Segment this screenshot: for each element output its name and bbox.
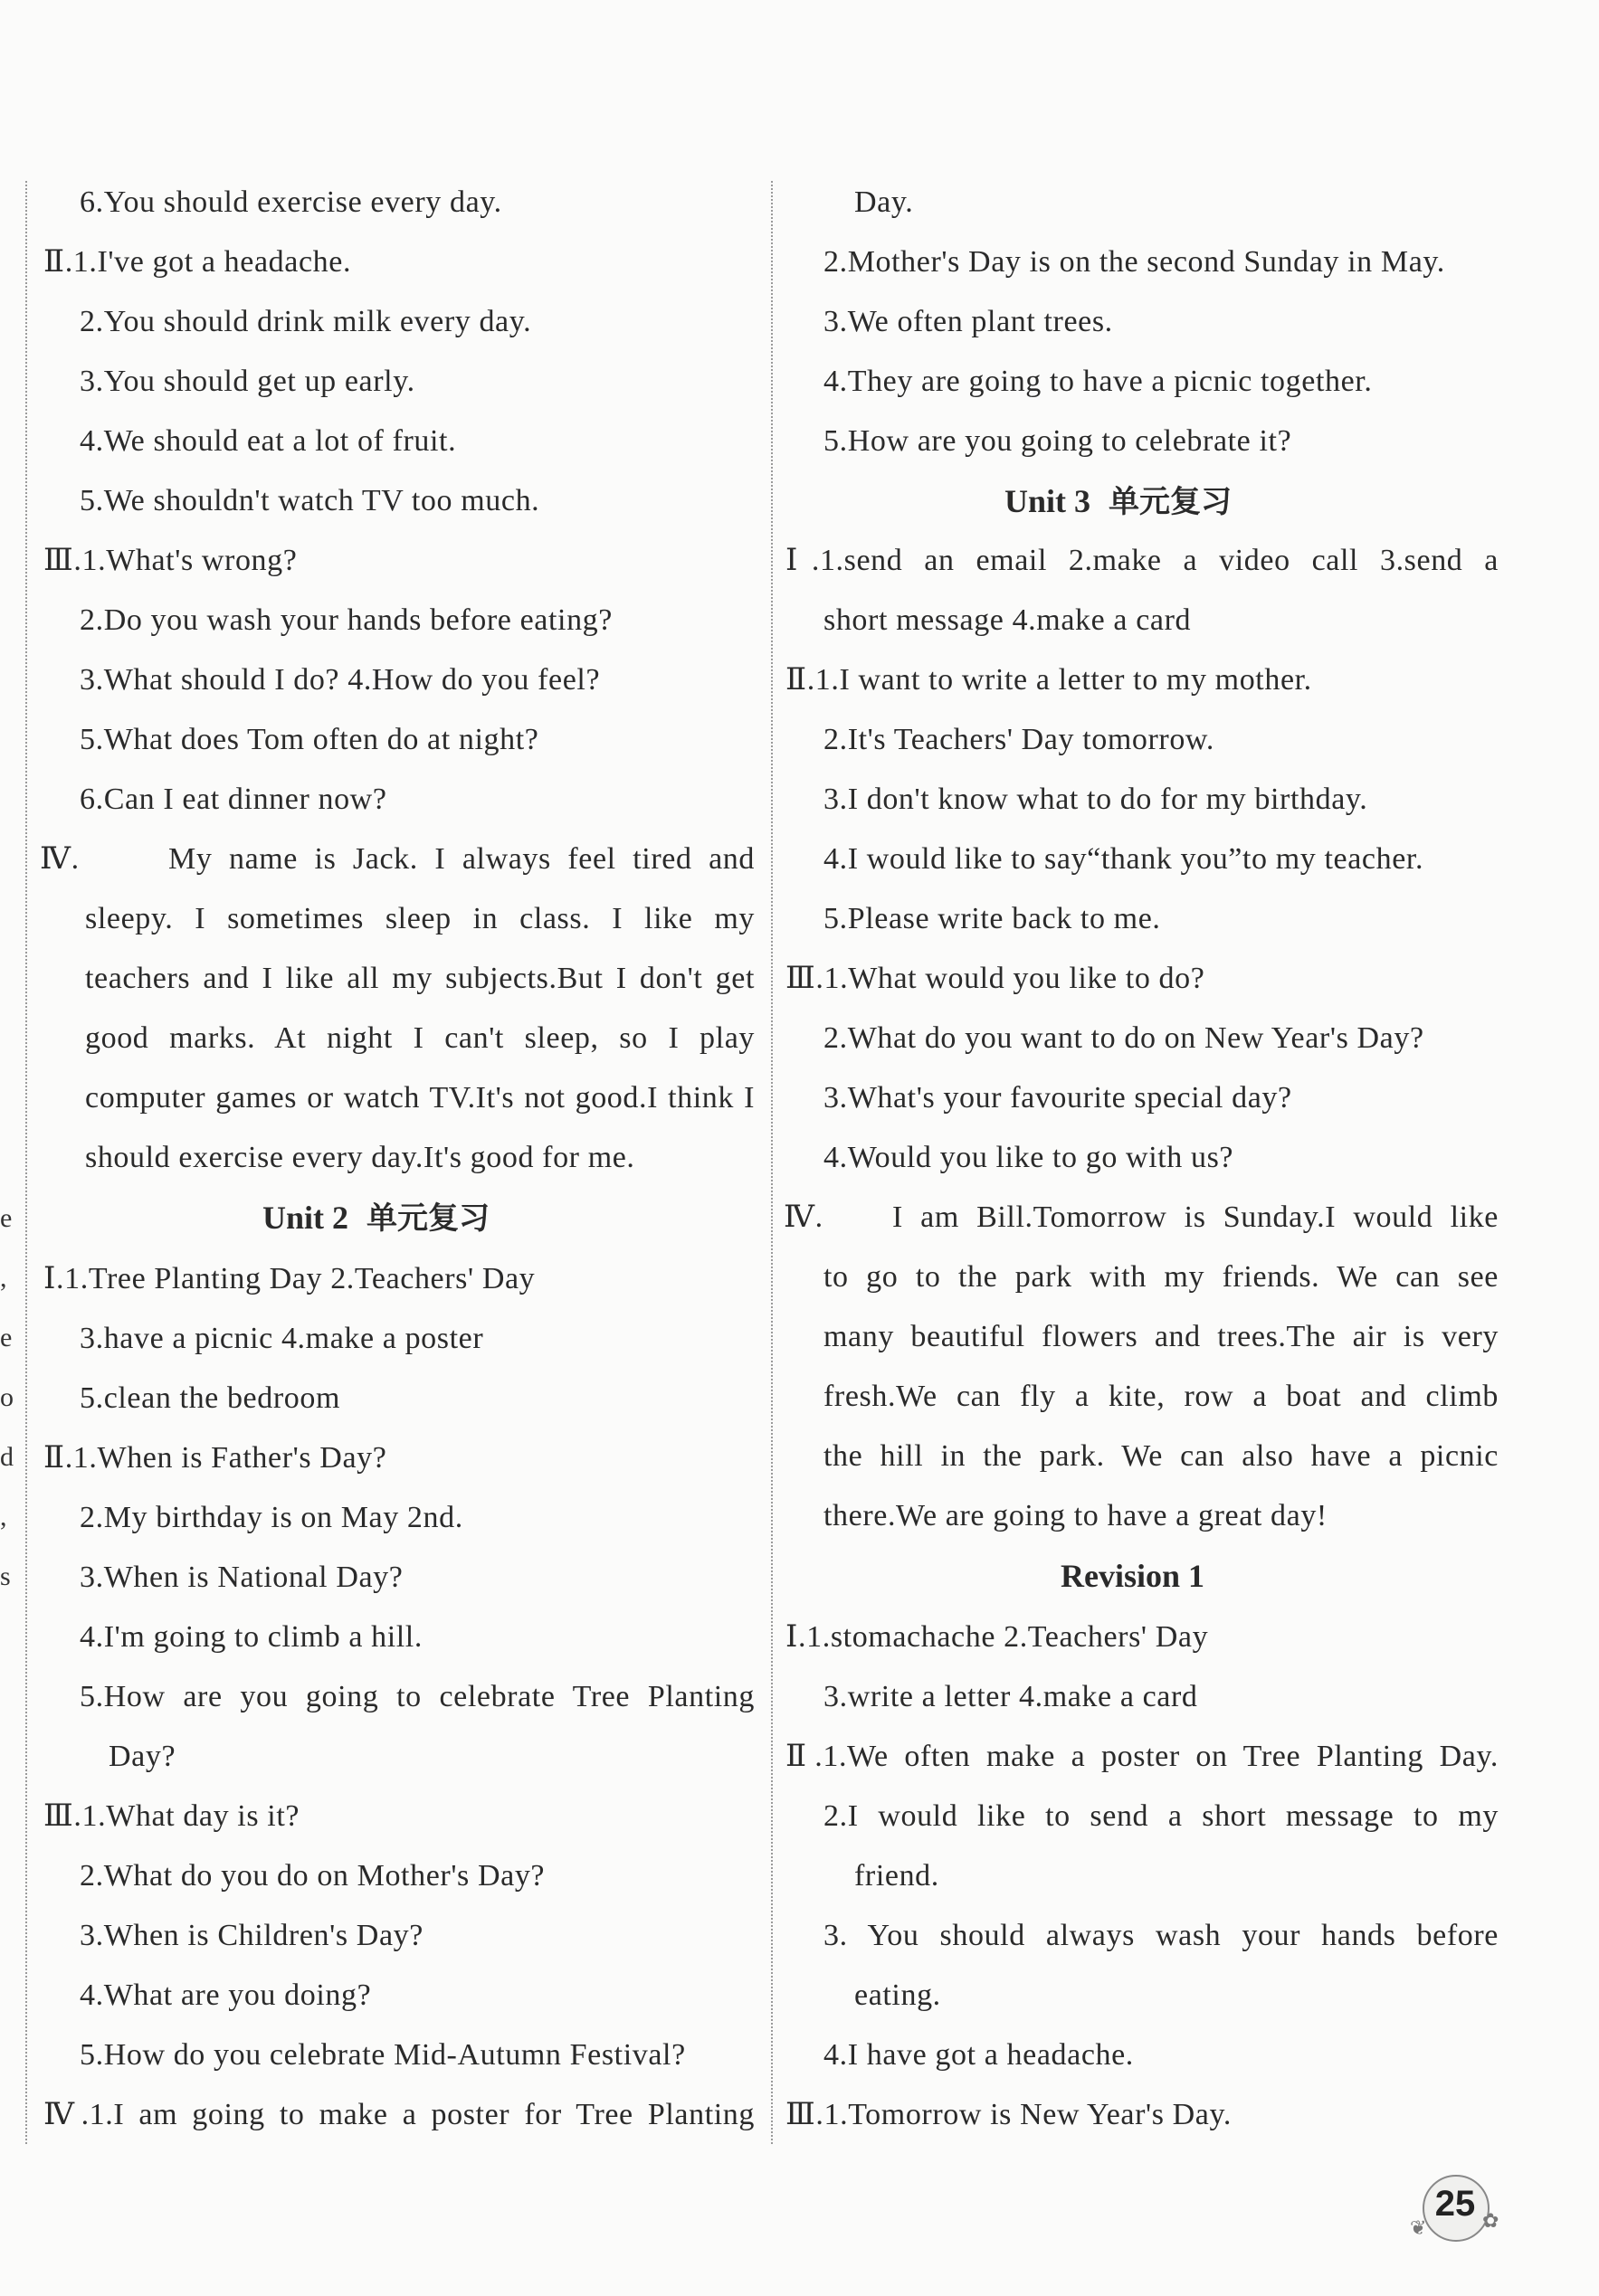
answer-line: 2.I would like to send a short message to my	[823, 1799, 1499, 1833]
answer-line: 3.You should get up early.	[80, 365, 415, 398]
unit-heading-en: Unit 3	[1004, 483, 1091, 519]
margin-fragment: s	[0, 1561, 11, 1591]
answer-line: 4.I have got a headache.	[823, 2038, 1134, 2072]
answer-line: 4.Would you like to go with us?	[823, 1141, 1234, 1174]
answer-line: 3.What should I do? 4.How do you feel?	[80, 663, 601, 697]
answer-line: 3.We often plant trees.	[823, 305, 1113, 338]
answer-line: 2.Do you wash your hands before eating?	[80, 603, 613, 637]
answer-line: 3. You should always wash your hands before	[823, 1919, 1499, 1952]
answer-line: Ⅱ.1.We often make a poster on Tree Planting Day.	[785, 1740, 1499, 1773]
passage-line: to go to the park with my friends. We can see	[823, 1260, 1499, 1294]
answer-line: friend.	[854, 1859, 939, 1893]
page-number: 25	[1434, 2184, 1476, 2224]
answer-line: 4.We should eat a lot of fruit.	[80, 424, 457, 458]
passage-line: many beautiful flowers and trees.The air is very	[823, 1320, 1499, 1353]
passage-line: sleepy. I sometimes sleep in class. I like my	[85, 902, 755, 935]
answer-line: Ⅳ.1.I am going to make a poster for Tree Planting	[43, 2098, 755, 2131]
leaf-icon: ❦	[1410, 2216, 1427, 2239]
revision-heading: Revision 1	[1061, 1558, 1205, 1594]
margin-fragment: e	[0, 1323, 13, 1352]
answer-line: 2.What do you do on Mother's Day?	[80, 1859, 546, 1893]
answer-line: 2.My birthday is on May 2nd.	[80, 1501, 463, 1534]
margin-fragment: e	[0, 1203, 13, 1233]
answer-line: Ⅰ.1.Tree Planting Day 2.Teachers' Day	[43, 1262, 536, 1295]
answer-line: Ⅱ.1.I've got a headache.	[43, 245, 352, 279]
section-numeral: Ⅳ.	[40, 842, 80, 876]
answer-line: 2.It's Teachers' Day tomorrow.	[823, 723, 1214, 756]
answer-line: eating.	[854, 1978, 941, 2012]
answer-line: 5.How are you going to celebrate it?	[823, 424, 1292, 458]
unit-heading-cn: 单元复习	[1109, 484, 1233, 520]
answer-line: Ⅰ.1.stomachache 2.Teachers' Day	[785, 1620, 1209, 1654]
answer-line: 5.How do you celebrate Mid-Autumn Festival?	[80, 2038, 686, 2072]
passage-line: I am Bill.Tomorrow is Sunday.I would like	[892, 1200, 1499, 1234]
margin-fragment: o	[0, 1382, 14, 1412]
answer-line: Ⅱ.1.I want to write a letter to my mother.	[785, 663, 1312, 697]
unit-heading	[262, 1200, 490, 1237]
answer-line: Ⅰ.1.send an email 2.make a video call 3.send a	[785, 544, 1499, 577]
answer-line: 3.When is Children's Day?	[80, 1919, 424, 1952]
answer-line: 2.What do you want to do on New Year's Day?	[823, 1021, 1424, 1055]
column-divider	[771, 181, 773, 2144]
answer-line: 3.I don't know what to do for my birthday.	[823, 783, 1368, 816]
unit-heading-cn: 单元复习	[366, 1200, 490, 1237]
answer-line: 5.What does Tom often do at night?	[80, 723, 539, 756]
answer-line: 5.We shouldn't watch TV too much.	[80, 484, 540, 517]
answer-line: 6.You should exercise every day.	[80, 185, 502, 219]
answer-line: Ⅲ.1.What would you like to do?	[785, 962, 1205, 995]
passage-line: there.We are going to have a great day!	[823, 1499, 1328, 1532]
answer-line: Ⅱ.1.When is Father's Day?	[43, 1441, 387, 1475]
unit-heading-en: Unit 2	[262, 1200, 349, 1236]
answer-line: 5.Please write back to me.	[823, 902, 1161, 935]
unit-heading	[1004, 483, 1232, 520]
passage-line: the hill in the park. We can also have a picnic	[823, 1439, 1499, 1473]
answer-line: 4.I would like to say“thank you”to my teacher.	[823, 842, 1424, 876]
answer-line: 4.What are you doing?	[80, 1978, 372, 2012]
page-number-badge	[1410, 2169, 1504, 2242]
section-numeral: Ⅳ.	[784, 1200, 823, 1234]
passage-line: teachers and I like all my subjects.But I don't get	[85, 962, 755, 995]
margin-fragment: d	[0, 1442, 14, 1472]
answer-line: 6.Can I eat dinner now?	[80, 783, 387, 816]
answer-line: Day?	[109, 1740, 176, 1773]
answer-line: 5.clean the bedroom	[80, 1381, 341, 1415]
answer-line: 4.They are going to have a picnic together.	[823, 365, 1373, 398]
answer-line: 3.have a picnic 4.make a poster	[80, 1322, 484, 1355]
passage-line: fresh.We can fly a kite, row a boat and climb	[823, 1380, 1499, 1413]
answer-line: Ⅲ.1.Tomorrow is New Year's Day.	[785, 2098, 1232, 2131]
margin-fragment: ,	[0, 1502, 7, 1532]
margin-fragment: ,	[0, 1263, 7, 1293]
answer-line: 3.When is National Day?	[80, 1561, 404, 1594]
answer-line: Ⅲ.1.What day is it?	[43, 1799, 300, 1833]
answer-line: Day.	[854, 185, 914, 219]
answer-line: Ⅲ.1.What's wrong?	[43, 544, 298, 577]
answer-line: 5.How are you going to celebrate Tree Planting	[80, 1680, 755, 1713]
answer-line: 2.You should drink milk every day.	[80, 305, 532, 338]
leaf-icon: ✿	[1482, 2209, 1499, 2232]
answer-line: 2.Mother's Day is on the second Sunday in May.	[823, 245, 1445, 279]
passage-line: My name is Jack. I always feel tired and	[168, 842, 755, 876]
answer-line: short message 4.make a card	[823, 603, 1192, 637]
passage-line: should exercise every day.It's good for me.	[85, 1141, 635, 1174]
left-margin-rule	[25, 181, 27, 2144]
answer-line: 3.write a letter 4.make a card	[823, 1680, 1198, 1713]
answer-line: 4.I'm going to climb a hill.	[80, 1620, 423, 1654]
passage-line: computer games or watch TV.It's not good.I think I	[85, 1081, 755, 1115]
answer-line: 3.What's your favourite special day?	[823, 1081, 1292, 1115]
passage-line: good marks. At night I can't sleep, so I play	[85, 1021, 755, 1055]
